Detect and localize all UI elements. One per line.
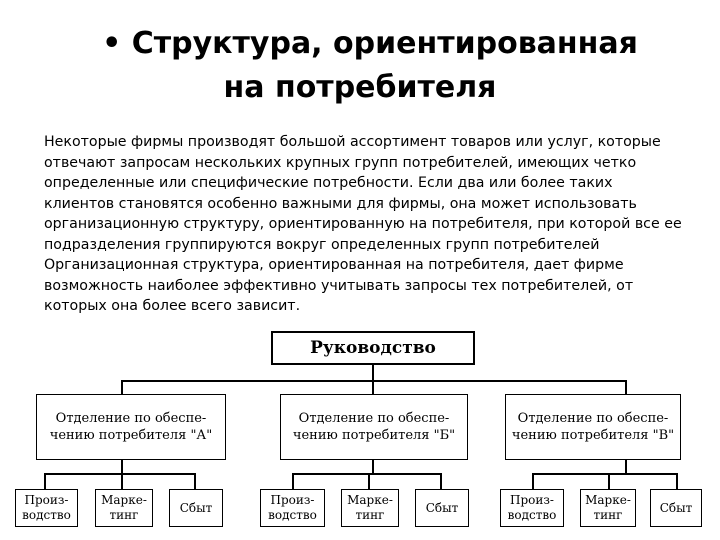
division-a-production-box: [15, 489, 78, 527]
division-c-box: [505, 394, 681, 460]
division-c-marketing-label: Марке-тинг: [585, 493, 631, 522]
connector-to-division-a: [121, 380, 123, 394]
connector-a-func-1: [44, 473, 46, 489]
division-b-production-label: Произ-водство: [268, 493, 317, 522]
division-c-label: Отделение по обеспе-чению потребителя "В": [511, 411, 675, 443]
division-b-marketing-box: [341, 489, 399, 527]
division-a-sales-box: [169, 489, 223, 527]
connector-a-func-2: [121, 473, 123, 489]
division-b-label: Отделение по обеспе-чению потребителя "Б": [292, 411, 456, 443]
connector-root-down: [372, 365, 374, 381]
division-a-label: Отделение по обеспе-чению потребителя "А": [49, 411, 213, 443]
connector-b-down: [372, 460, 374, 474]
slide-title-line-2: на потребителя: [223, 70, 497, 105]
connector-a-func-3: [194, 473, 196, 489]
division-c-sales-box: [650, 489, 702, 527]
division-b-box: [280, 394, 468, 460]
connector-b-func-1: [292, 473, 294, 489]
division-b-sales-label: Сбыт: [425, 500, 459, 515]
connector-c-func-1: [532, 473, 534, 489]
connector-c-bar: [532, 473, 678, 475]
division-b-production-box: [260, 489, 325, 527]
division-b-marketing-label: Марке-тинг: [347, 493, 393, 522]
paragraph-1: Некоторые фирмы производят большой ассортимент товаров или услуг, которые отвечают запросам нескольких крупных групп потребителей, имеющих четко определенные или специфические потребности. Если два или более таких клиентов становятся особенно важными для фирмы, она может использовать организационную структуру, ориентированную на потребителя, при которой все ее подразделения группируются вокруг определенных групп потребителей: [44, 134, 682, 253]
division-c-marketing-box: [580, 489, 636, 527]
division-a-marketing-box: [95, 489, 153, 527]
connector-c-down: [625, 460, 627, 474]
org-root-box: [271, 331, 475, 365]
division-a-marketing-label: Марке-тинг: [101, 493, 147, 522]
division-c-production-label: Произ-водство: [507, 493, 557, 522]
org-root-label: Руководство: [310, 338, 436, 358]
division-a-sales-label: Сбыт: [179, 500, 213, 515]
connector-a-bar: [44, 473, 196, 475]
division-a-box: [36, 394, 226, 460]
paragraph-2: Организационная структура, ориентированная на потребителя, дает фирме возможность наиболее эффективно учитывать запросы тех потребителей, от которых она более всего зависит.: [44, 257, 634, 314]
connector-b-bar: [292, 473, 442, 475]
slide-title-line-1: • Структура, ориентированная: [102, 26, 638, 61]
connector-a-down: [121, 460, 123, 474]
division-b-sales-box: [415, 489, 469, 527]
division-c-sales-label: Сбыт: [659, 500, 693, 515]
division-c-production-box: [500, 489, 564, 527]
connector-c-func-3: [676, 473, 678, 489]
connector-to-division-c: [625, 380, 627, 394]
connector-b-func-2: [368, 473, 370, 489]
connector-to-division-b: [372, 380, 374, 394]
division-a-production-label: Произ-водство: [22, 493, 71, 522]
connector-division-bar: [121, 380, 627, 382]
connector-c-func-2: [608, 473, 610, 489]
connector-b-func-3: [440, 473, 442, 489]
